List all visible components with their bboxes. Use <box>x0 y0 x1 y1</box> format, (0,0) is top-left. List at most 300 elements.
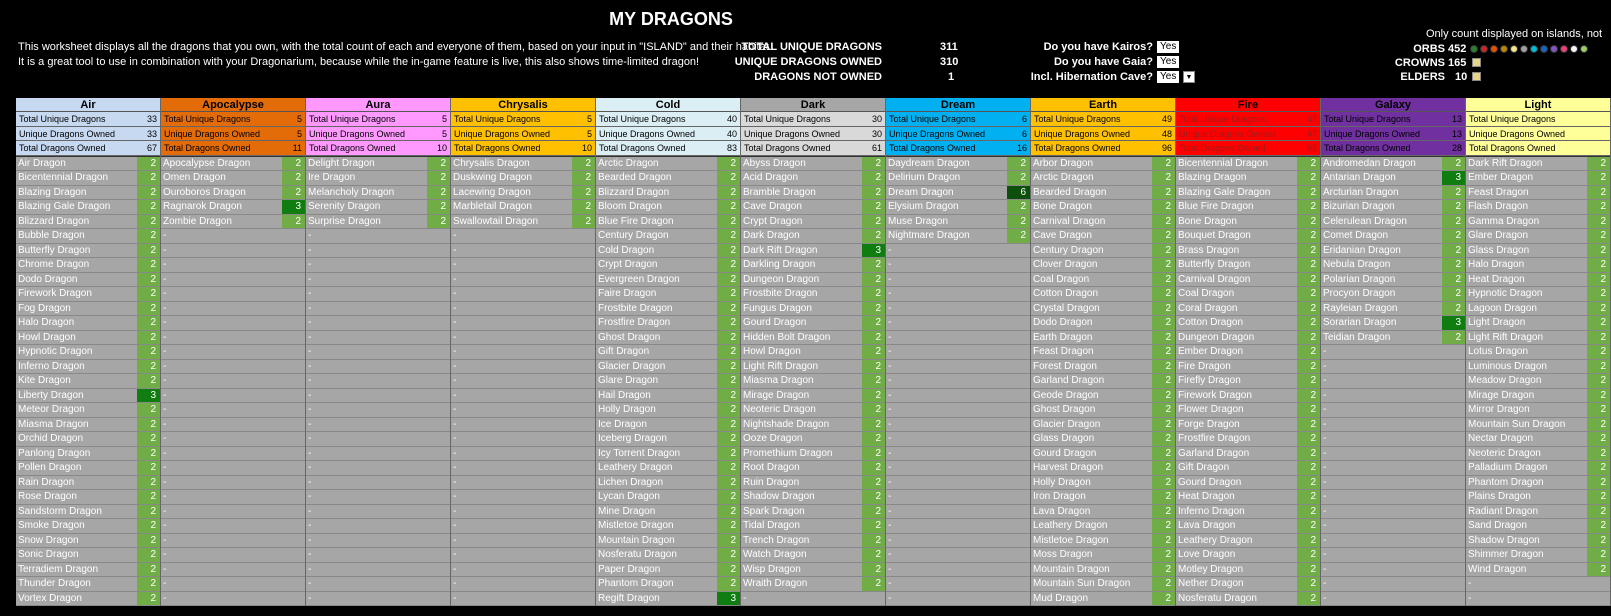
dragon-row[interactable] <box>306 186 450 201</box>
dragon-row[interactable] <box>451 345 595 360</box>
dragon-row[interactable] <box>16 592 160 607</box>
dragon-row[interactable] <box>596 519 740 534</box>
dragon-row[interactable] <box>1466 273 1610 288</box>
dragon-row[interactable] <box>306 519 450 534</box>
dragon-row[interactable] <box>306 374 450 389</box>
dragon-row[interactable] <box>1176 592 1320 607</box>
dragon-row[interactable] <box>16 186 160 201</box>
dragon-row[interactable] <box>1466 490 1610 505</box>
dragon-row[interactable] <box>1466 519 1610 534</box>
dragon-row[interactable] <box>886 374 1030 389</box>
dragon-row[interactable] <box>451 447 595 462</box>
dragon-row[interactable] <box>1176 577 1320 592</box>
dragon-row[interactable] <box>1321 258 1465 273</box>
dragon-row[interactable] <box>596 577 740 592</box>
dragon-row[interactable] <box>741 229 885 244</box>
dragon-row[interactable] <box>1466 244 1610 259</box>
dragon-row[interactable] <box>1031 563 1175 578</box>
dragon-row[interactable] <box>306 447 450 462</box>
dragon-row[interactable] <box>596 360 740 375</box>
dragon-row[interactable] <box>1321 389 1465 404</box>
dragon-row[interactable] <box>741 548 885 563</box>
dragon-row[interactable] <box>306 505 450 520</box>
dragon-row[interactable] <box>306 461 450 476</box>
dragon-row[interactable] <box>1176 519 1320 534</box>
dragon-row[interactable] <box>1031 244 1175 259</box>
hibernation-dropdown-arrow-icon[interactable]: ▼ <box>1183 71 1195 83</box>
dragon-row[interactable] <box>596 592 740 607</box>
dragon-row[interactable] <box>306 432 450 447</box>
dragon-row[interactable] <box>741 418 885 433</box>
dragon-row[interactable] <box>1466 186 1610 201</box>
dragon-row[interactable] <box>1031 577 1175 592</box>
dragon-row[interactable] <box>1466 577 1610 592</box>
dragon-row[interactable] <box>886 287 1030 302</box>
dragon-row[interactable] <box>1466 316 1610 331</box>
dragon-row[interactable] <box>1031 186 1175 201</box>
dragon-row[interactable] <box>596 273 740 288</box>
dragon-row[interactable] <box>161 273 305 288</box>
dragon-row[interactable] <box>1466 403 1610 418</box>
dragon-row[interactable] <box>596 548 740 563</box>
dragon-row[interactable] <box>1176 432 1320 447</box>
dragon-row[interactable] <box>1176 331 1320 346</box>
dragon-row[interactable] <box>1466 432 1610 447</box>
dragon-row[interactable] <box>451 519 595 534</box>
dragon-row[interactable] <box>741 345 885 360</box>
dragon-row[interactable] <box>1176 157 1320 172</box>
dragon-row[interactable] <box>16 215 160 230</box>
dragon-row[interactable] <box>1176 244 1320 259</box>
dragon-row[interactable] <box>1176 389 1320 404</box>
dragon-row[interactable] <box>1031 476 1175 491</box>
dragon-row[interactable] <box>16 505 160 520</box>
dragon-row[interactable] <box>451 592 595 607</box>
dragon-row[interactable] <box>161 171 305 186</box>
dragon-row[interactable] <box>161 258 305 273</box>
dragon-row[interactable] <box>451 186 595 201</box>
dragon-row[interactable] <box>451 403 595 418</box>
dragon-row[interactable] <box>306 534 450 549</box>
dragon-row[interactable] <box>451 229 595 244</box>
dragon-row[interactable] <box>741 389 885 404</box>
dragon-row[interactable] <box>596 563 740 578</box>
dragon-row[interactable] <box>886 490 1030 505</box>
dragon-row[interactable] <box>1031 490 1175 505</box>
dragon-row[interactable] <box>1176 186 1320 201</box>
dragon-row[interactable] <box>451 244 595 259</box>
dragon-row[interactable] <box>741 505 885 520</box>
dragon-row[interactable] <box>1176 360 1320 375</box>
dragon-row[interactable] <box>886 447 1030 462</box>
dragon-row[interactable] <box>886 273 1030 288</box>
dragon-row[interactable] <box>886 592 1030 607</box>
dragon-row[interactable] <box>1031 273 1175 288</box>
dragon-row[interactable] <box>596 186 740 201</box>
dragon-row[interactable] <box>886 505 1030 520</box>
dragon-row[interactable] <box>451 331 595 346</box>
dragon-row[interactable] <box>1176 273 1320 288</box>
dragon-row[interactable] <box>16 519 160 534</box>
dragon-row[interactable] <box>1321 476 1465 491</box>
dragon-row[interactable] <box>1466 447 1610 462</box>
dragon-row[interactable] <box>16 316 160 331</box>
dragon-row[interactable] <box>596 505 740 520</box>
dragon-row[interactable] <box>306 476 450 491</box>
dragon-row[interactable] <box>1466 360 1610 375</box>
dragon-row[interactable] <box>16 258 160 273</box>
dragon-row[interactable] <box>306 215 450 230</box>
dragon-row[interactable] <box>1321 186 1465 201</box>
dragon-row[interactable] <box>161 403 305 418</box>
dragon-row[interactable] <box>1176 345 1320 360</box>
dragon-row[interactable] <box>741 490 885 505</box>
dragon-row[interactable] <box>451 302 595 317</box>
dragon-row[interactable] <box>1321 374 1465 389</box>
dragon-row[interactable] <box>886 229 1030 244</box>
dragon-row[interactable] <box>741 302 885 317</box>
dragon-row[interactable] <box>1466 563 1610 578</box>
dragon-row[interactable] <box>1466 229 1610 244</box>
dragon-row[interactable] <box>1031 157 1175 172</box>
dragon-row[interactable] <box>451 258 595 273</box>
dragon-row[interactable] <box>16 534 160 549</box>
dragon-row[interactable] <box>1321 215 1465 230</box>
dragon-row[interactable] <box>306 389 450 404</box>
dragon-row[interactable] <box>161 229 305 244</box>
dragon-row[interactable] <box>161 215 305 230</box>
dragon-row[interactable] <box>306 592 450 607</box>
dragon-row[interactable] <box>1321 519 1465 534</box>
dragon-row[interactable] <box>741 534 885 549</box>
dragon-row[interactable] <box>451 273 595 288</box>
dragon-row[interactable] <box>596 171 740 186</box>
dragon-row[interactable] <box>886 345 1030 360</box>
dragon-row[interactable] <box>306 229 450 244</box>
dragon-row[interactable] <box>886 331 1030 346</box>
dragon-row[interactable] <box>1321 287 1465 302</box>
dragon-row[interactable] <box>16 577 160 592</box>
dragon-row[interactable] <box>16 157 160 172</box>
dragon-row[interactable] <box>16 287 160 302</box>
dragon-row[interactable] <box>886 563 1030 578</box>
dragon-row[interactable] <box>741 171 885 186</box>
dragon-row[interactable] <box>741 447 885 462</box>
dragon-row[interactable] <box>1176 200 1320 215</box>
dragon-row[interactable] <box>16 447 160 462</box>
dragon-row[interactable] <box>1031 403 1175 418</box>
dragon-row[interactable] <box>1031 418 1175 433</box>
dragon-row[interactable] <box>1031 519 1175 534</box>
dragon-row[interactable] <box>1466 287 1610 302</box>
dragon-row[interactable] <box>1466 345 1610 360</box>
dragon-row[interactable] <box>741 476 885 491</box>
dragon-row[interactable] <box>306 577 450 592</box>
dragon-row[interactable] <box>1466 592 1610 607</box>
dragon-row[interactable] <box>1031 432 1175 447</box>
dragon-row[interactable] <box>886 215 1030 230</box>
dragon-row[interactable] <box>1031 229 1175 244</box>
dragon-row[interactable] <box>306 258 450 273</box>
dragon-row[interactable] <box>1466 461 1610 476</box>
dragon-row[interactable] <box>886 577 1030 592</box>
dragon-row[interactable] <box>886 302 1030 317</box>
dragon-row[interactable] <box>16 345 160 360</box>
dragon-row[interactable] <box>1321 548 1465 563</box>
dragon-row[interactable] <box>451 490 595 505</box>
dragon-row[interactable] <box>1176 476 1320 491</box>
dragon-row[interactable] <box>1466 171 1610 186</box>
dragon-row[interactable] <box>1176 403 1320 418</box>
dragon-row[interactable] <box>1031 316 1175 331</box>
dragon-row[interactable] <box>161 432 305 447</box>
dragon-row[interactable] <box>1321 563 1465 578</box>
dragon-row[interactable] <box>596 374 740 389</box>
dragon-row[interactable] <box>1176 534 1320 549</box>
dragon-row[interactable] <box>451 505 595 520</box>
dragon-row[interactable] <box>596 302 740 317</box>
dragon-row[interactable] <box>161 505 305 520</box>
dragon-row[interactable] <box>886 360 1030 375</box>
dragon-row[interactable] <box>451 548 595 563</box>
dragon-row[interactable] <box>451 171 595 186</box>
dragon-row[interactable] <box>596 534 740 549</box>
dragon-row[interactable] <box>1321 316 1465 331</box>
dragon-row[interactable] <box>161 316 305 331</box>
dragon-row[interactable] <box>16 432 160 447</box>
dragon-row[interactable] <box>306 171 450 186</box>
dragon-row[interactable] <box>451 563 595 578</box>
dragon-row[interactable] <box>161 244 305 259</box>
dragon-row[interactable] <box>161 490 305 505</box>
dragon-row[interactable] <box>741 461 885 476</box>
option-value-gaia[interactable]: Yes <box>1157 56 1179 68</box>
dragon-row[interactable] <box>451 360 595 375</box>
dragon-row[interactable] <box>161 592 305 607</box>
dragon-row[interactable] <box>1176 302 1320 317</box>
dragon-row[interactable] <box>886 171 1030 186</box>
dragon-row[interactable] <box>161 157 305 172</box>
dragon-row[interactable] <box>1321 505 1465 520</box>
dragon-row[interactable] <box>1176 287 1320 302</box>
dragon-row[interactable] <box>16 360 160 375</box>
dragon-row[interactable] <box>741 374 885 389</box>
dragon-row[interactable] <box>741 258 885 273</box>
dragon-row[interactable] <box>1466 215 1610 230</box>
dragon-row[interactable] <box>596 287 740 302</box>
dragon-row[interactable] <box>16 273 160 288</box>
dragon-row[interactable] <box>1031 345 1175 360</box>
dragon-row[interactable] <box>1031 258 1175 273</box>
dragon-row[interactable] <box>1031 215 1175 230</box>
dragon-row[interactable] <box>161 548 305 563</box>
dragon-row[interactable] <box>1321 345 1465 360</box>
dragon-row[interactable] <box>886 534 1030 549</box>
dragon-row[interactable] <box>1321 403 1465 418</box>
dragon-row[interactable] <box>306 244 450 259</box>
dragon-row[interactable] <box>1031 505 1175 520</box>
dragon-row[interactable] <box>16 490 160 505</box>
dragon-row[interactable] <box>886 403 1030 418</box>
dragon-row[interactable] <box>596 316 740 331</box>
dragon-row[interactable] <box>1321 171 1465 186</box>
dragon-row[interactable] <box>1466 534 1610 549</box>
dragon-row[interactable] <box>1031 534 1175 549</box>
dragon-row[interactable] <box>596 389 740 404</box>
dragon-row[interactable] <box>886 461 1030 476</box>
dragon-row[interactable] <box>596 244 740 259</box>
dragon-row[interactable] <box>1466 389 1610 404</box>
dragon-row[interactable] <box>741 577 885 592</box>
dragon-row[interactable] <box>886 157 1030 172</box>
dragon-row[interactable] <box>1466 505 1610 520</box>
dragon-row[interactable] <box>1321 418 1465 433</box>
dragon-row[interactable] <box>741 215 885 230</box>
dragon-row[interactable] <box>161 374 305 389</box>
dragon-row[interactable] <box>161 186 305 201</box>
dragon-row[interactable] <box>741 316 885 331</box>
dragon-row[interactable] <box>1321 229 1465 244</box>
dragon-row[interactable] <box>886 316 1030 331</box>
dragon-row[interactable] <box>1176 447 1320 462</box>
dragon-row[interactable] <box>16 244 160 259</box>
dragon-row[interactable] <box>1466 157 1610 172</box>
dragon-row[interactable] <box>1176 316 1320 331</box>
dragon-row[interactable] <box>161 534 305 549</box>
dragon-row[interactable] <box>1321 302 1465 317</box>
dragon-row[interactable] <box>596 215 740 230</box>
dragon-row[interactable] <box>16 403 160 418</box>
dragon-row[interactable] <box>1466 200 1610 215</box>
dragon-row[interactable] <box>16 563 160 578</box>
dragon-row[interactable] <box>1321 273 1465 288</box>
dragon-row[interactable] <box>1321 447 1465 462</box>
dragon-row[interactable] <box>1321 244 1465 259</box>
dragon-row[interactable] <box>451 316 595 331</box>
dragon-row[interactable] <box>1321 461 1465 476</box>
dragon-row[interactable] <box>741 200 885 215</box>
dragon-row[interactable] <box>741 186 885 201</box>
dragon-row[interactable] <box>306 200 450 215</box>
dragon-row[interactable] <box>451 200 595 215</box>
dragon-row[interactable] <box>1031 331 1175 346</box>
dragon-row[interactable] <box>1176 548 1320 563</box>
dragon-row[interactable] <box>1176 461 1320 476</box>
dragon-row[interactable] <box>306 331 450 346</box>
dragon-row[interactable] <box>451 577 595 592</box>
dragon-row[interactable] <box>1031 461 1175 476</box>
dragon-row[interactable] <box>306 157 450 172</box>
dragon-row[interactable] <box>306 273 450 288</box>
dragon-row[interactable] <box>1466 258 1610 273</box>
dragon-row[interactable] <box>161 577 305 592</box>
dragon-row[interactable] <box>451 374 595 389</box>
dragon-row[interactable] <box>306 563 450 578</box>
dragon-row[interactable] <box>741 592 885 607</box>
dragon-row[interactable] <box>741 563 885 578</box>
dragon-row[interactable] <box>1321 534 1465 549</box>
dragon-row[interactable] <box>741 331 885 346</box>
dragon-row[interactable] <box>1031 200 1175 215</box>
dragon-row[interactable] <box>16 476 160 491</box>
dragon-row[interactable] <box>1466 302 1610 317</box>
dragon-row[interactable] <box>306 287 450 302</box>
dragon-row[interactable] <box>161 331 305 346</box>
dragon-row[interactable] <box>1176 418 1320 433</box>
dragon-row[interactable] <box>596 447 740 462</box>
dragon-row[interactable] <box>596 403 740 418</box>
dragon-row[interactable] <box>886 389 1030 404</box>
dragon-row[interactable] <box>161 389 305 404</box>
dragon-row[interactable] <box>596 258 740 273</box>
dragon-row[interactable] <box>1031 302 1175 317</box>
dragon-row[interactable] <box>1321 490 1465 505</box>
dragon-row[interactable] <box>886 258 1030 273</box>
dragon-row[interactable] <box>161 345 305 360</box>
dragon-row[interactable] <box>886 476 1030 491</box>
dragon-row[interactable] <box>1031 374 1175 389</box>
dragon-row[interactable] <box>161 563 305 578</box>
dragon-row[interactable] <box>1176 229 1320 244</box>
dragon-row[interactable] <box>306 403 450 418</box>
dragon-row[interactable] <box>1031 389 1175 404</box>
dragon-row[interactable] <box>886 418 1030 433</box>
dragon-row[interactable] <box>1031 360 1175 375</box>
dragon-row[interactable] <box>306 345 450 360</box>
dragon-row[interactable] <box>1321 200 1465 215</box>
dragon-row[interactable] <box>596 157 740 172</box>
dragon-row[interactable] <box>1321 577 1465 592</box>
dragon-row[interactable] <box>306 302 450 317</box>
dragon-row[interactable] <box>1176 563 1320 578</box>
dragon-row[interactable] <box>1031 171 1175 186</box>
dragon-row[interactable] <box>1176 258 1320 273</box>
dragon-row[interactable] <box>306 360 450 375</box>
dragon-row[interactable] <box>306 316 450 331</box>
dragon-row[interactable] <box>1466 476 1610 491</box>
dragon-row[interactable] <box>596 200 740 215</box>
dragon-row[interactable] <box>16 461 160 476</box>
dragon-row[interactable] <box>451 418 595 433</box>
dragon-row[interactable] <box>1176 374 1320 389</box>
dragon-row[interactable] <box>16 171 160 186</box>
dragon-row[interactable] <box>886 244 1030 259</box>
dragon-row[interactable] <box>161 519 305 534</box>
option-value-hibernation[interactable]: Yes <box>1157 71 1179 83</box>
dragon-row[interactable] <box>451 157 595 172</box>
dragon-row[interactable] <box>1466 418 1610 433</box>
dragon-row[interactable] <box>1176 215 1320 230</box>
dragon-row[interactable] <box>306 548 450 563</box>
dragon-row[interactable] <box>451 432 595 447</box>
dragon-row[interactable] <box>596 345 740 360</box>
dragon-row[interactable] <box>741 360 885 375</box>
dragon-row[interactable] <box>596 432 740 447</box>
dragon-row[interactable] <box>596 418 740 433</box>
dragon-row[interactable] <box>16 302 160 317</box>
dragon-row[interactable] <box>1466 548 1610 563</box>
dragon-row[interactable] <box>451 534 595 549</box>
dragon-row[interactable] <box>741 273 885 288</box>
dragon-row[interactable] <box>741 244 885 259</box>
dragon-row[interactable] <box>1031 447 1175 462</box>
dragon-row[interactable] <box>16 200 160 215</box>
dragon-row[interactable] <box>451 287 595 302</box>
dragon-row[interactable] <box>161 200 305 215</box>
dragon-row[interactable] <box>1031 287 1175 302</box>
dragon-row[interactable] <box>741 519 885 534</box>
dragon-row[interactable] <box>741 287 885 302</box>
